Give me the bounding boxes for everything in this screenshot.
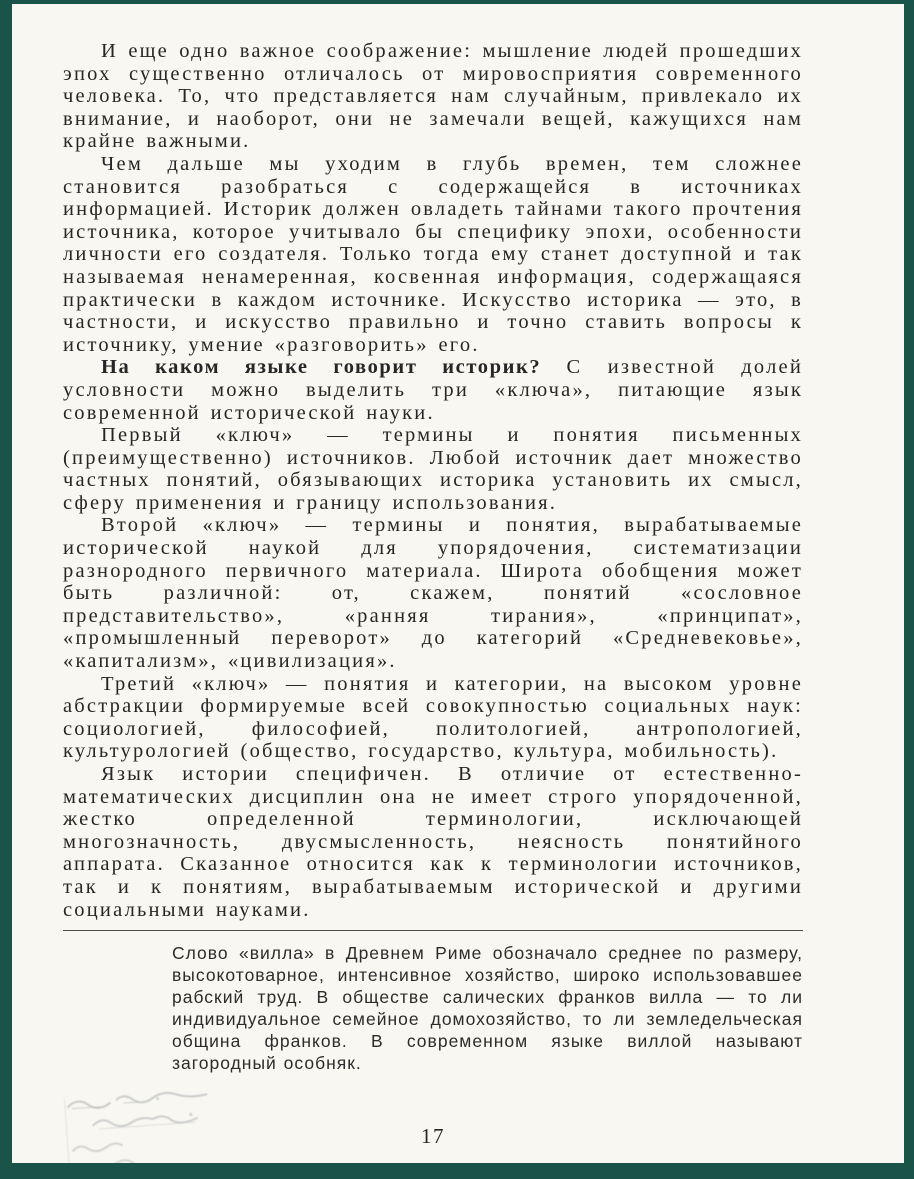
- main-text: [63, 40, 803, 921]
- page-number: 17: [421, 1124, 445, 1148]
- paragraph: [63, 356, 803, 424]
- footnote-text: Слово «вилла» в Древнем Риме обозначало среднее по размеру, высокотоварное, интенсивное хозяйство, широко использовавшее рабский труд. В обществе салических франков вилла — то ли индивидуальное семейное домохозяйство, то ли земледельческая община франков. В современном языке виллой называют загородный особняк.: [172, 943, 803, 1073]
- footnote-separator: [63, 930, 803, 931]
- paragraph: И еще одно важное соображение: мышление людей прошедших эпох существенно отличалось от мировосприятия современного человека. То, что представляется нам случайным, привлекало их внимание, и наоборот, они не замечали вещей, кажущихся нам крайне важными.: [63, 40, 803, 153]
- paragraph-text: С известной долей условности можно выделить три «ключа», питающие язык современной исторической науки.: [63, 356, 803, 424]
- paragraph: Третий «ключ» — понятия и категории, на высоком уровне абстракции формируемые всей совокупностью социальных наук: социологией, философией, политологией, антропологией, культурологией (общество, государство, культура, мобильность).: [63, 672, 803, 763]
- paragraph: Первый «ключ» — термины и понятия письменных (преимущественно) источников. Любой источник дает множество частных понятий, обязывающих историка установить их смысл, сферу применения и границу использования.: [63, 424, 803, 514]
- paragraph: Язык истории специфичен. В отличие от естественно-математических дисциплин она не имеет строго упорядоченной, жестко определенной терминологии, исключающей многозначность, двусмысленность, неясность понятийного аппарата. Сказанное относится как к терминологии источников, так и к понятиям, вырабатываемым исторической и другими социальными науками.: [63, 763, 803, 921]
- paragraph: Второй «ключ» — термины и понятия, вырабатываемые исторической наукой для упорядочения, систематизации разнородного первичного материала. Широта обобщения может быть различной: от, скажем, понятий «сословное представительство», «ранняя тирания», «принципат», «промышленный переворот» до категорий «Средневековье», «капитализм», «цивилизация».: [63, 514, 803, 673]
- book-page: [12, 4, 904, 1163]
- paragraph-lead-question: На каком языке говорит историк?: [101, 356, 542, 379]
- library-stamp: [61, 1079, 277, 1163]
- paragraph: Чем дальше мы уходим в глубь времен, тем сложнее становится разобраться с содержащейся в источниках информацией. Историк должен овладеть тайнами такого прочтения источника, которое учитывало бы специфику эпохи, особенности личности его создателя. Только тогда ему станет доступной и так называемая ненамеренная, косвенная информация, содержащаяся практически в каждом источнике. Искусство историка — это, в частности, и искусство правильно и точно ставить вопросы к источнику, умение «разговорить» его.: [63, 152, 803, 356]
